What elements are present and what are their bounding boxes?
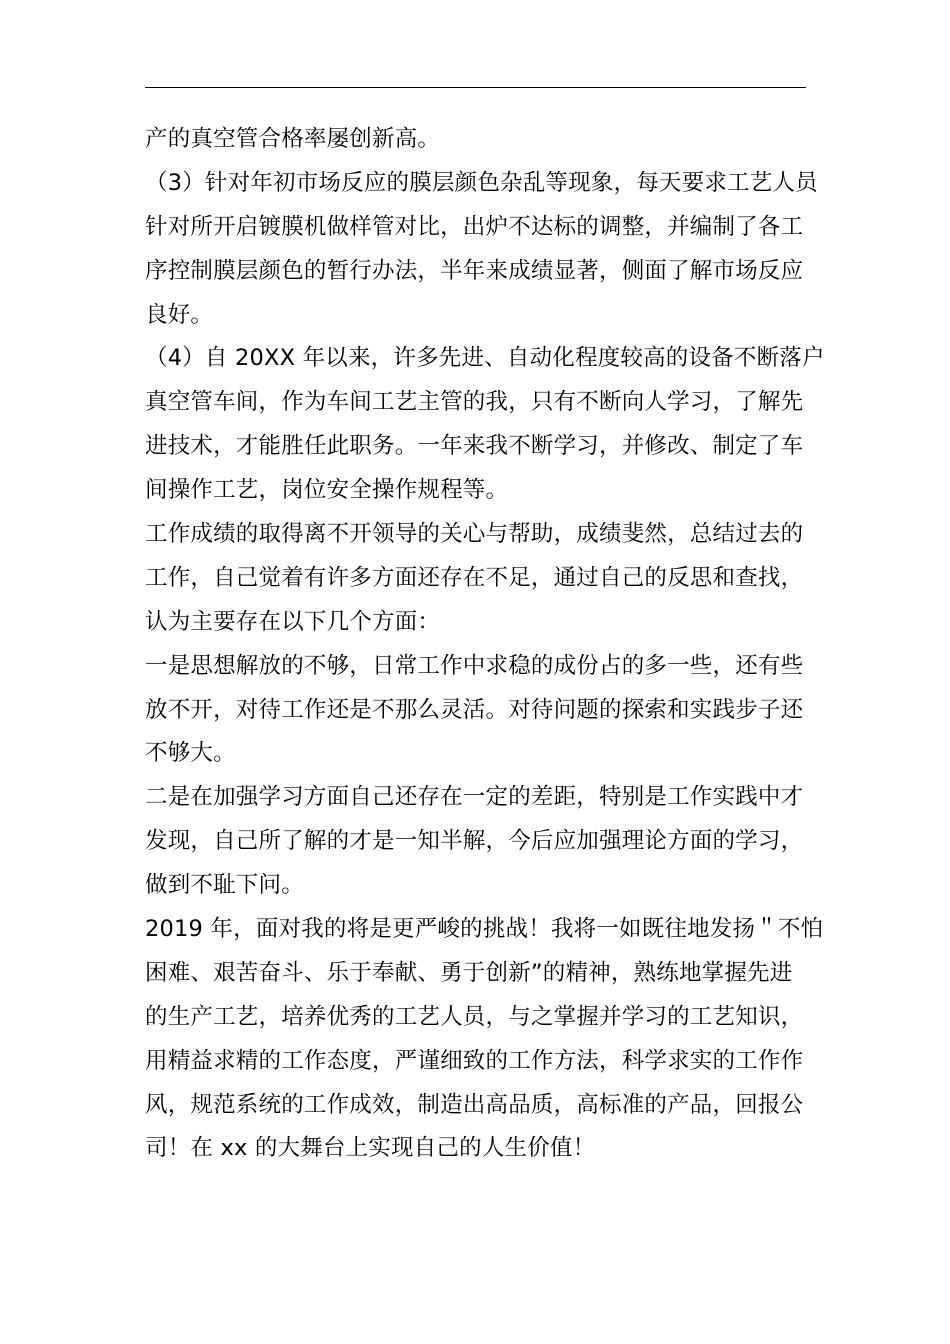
text-line: 困难、艰苦奋斗、乐于奉献、勇于创新”的精神，熟练地掌握先进 [145,959,793,986]
text-line: 放不开，对待工作还是不那么灵活。对待问题的探索和实践步子还 [145,696,804,723]
text-line: 间操作工艺，岗位安全操作规程等。 [145,477,509,504]
text-line: 工作，自己觉着有许多方面还存在不足，通过自己的反思和查找， [145,564,804,591]
text-line: 良好。 [145,301,214,328]
text-line: 二是在加强学习方面自己还存在一定的差距，特别是工作实践中才 [145,784,804,811]
text-line: 的生产工艺，培养优秀的工艺人员，与之掌握并学习的工艺知识， [145,1003,804,1030]
document-body [145,118,825,1171]
text-line: 2019 年，面对我的将是更严峻的挑战！我将一如既往地发扬＂不怕 [145,916,824,943]
header-divider [145,87,806,88]
text-line: 真空管车间，作为车间工艺主管的我，只有不断向人学习，了解先 [145,389,804,416]
text-line: 一是思想解放的不够，日常工作中求稳的成份占的多一些，还有些 [145,652,804,679]
text-line: 用精益求精的工作态度，严谨细致的工作方法，科学求实的工作作 [145,1047,804,1074]
text-line: 认为主要存在以下几个方面： [145,608,441,635]
text-line: 发现，自己所了解的才是一知半解，今后应加强理论方面的学习， [145,828,804,855]
text-line: 不够大。 [145,740,236,767]
text-line: 序控制膜层颜色的暂行办法，半年来成绩显著，侧面了解市场反应 [145,257,804,284]
text-line: 风，规范系统的工作成效，制造出高品质，高标准的产品，回报公 [145,1091,804,1118]
text-line: （3）针对年初市场反应的膜层颜色杂乱等现象，每天要求工艺人员 [145,169,818,196]
text-line: 针对所开启镀膜机做样管对比，出炉不达标的调整，并编制了各工 [145,213,804,240]
text-line: 产的真空管合格率屡创新高。 [145,126,441,152]
text-line: （4）自 20XX 年以来，许多先进、自动化程度较高的设备不断落户 [145,345,825,372]
text-line: 工作成绩的取得离不开领导的关心与帮助，成绩斐然，总结过去的 [145,521,804,548]
text-line: 做到不耻下问。 [145,872,304,899]
text-line: 进技术，才能胜任此职务。一年来我不断学习，并修改、制定了车 [145,433,804,460]
text-line: 司！在 xx 的大舞台上实现自己的人生价值！ [145,1135,596,1162]
